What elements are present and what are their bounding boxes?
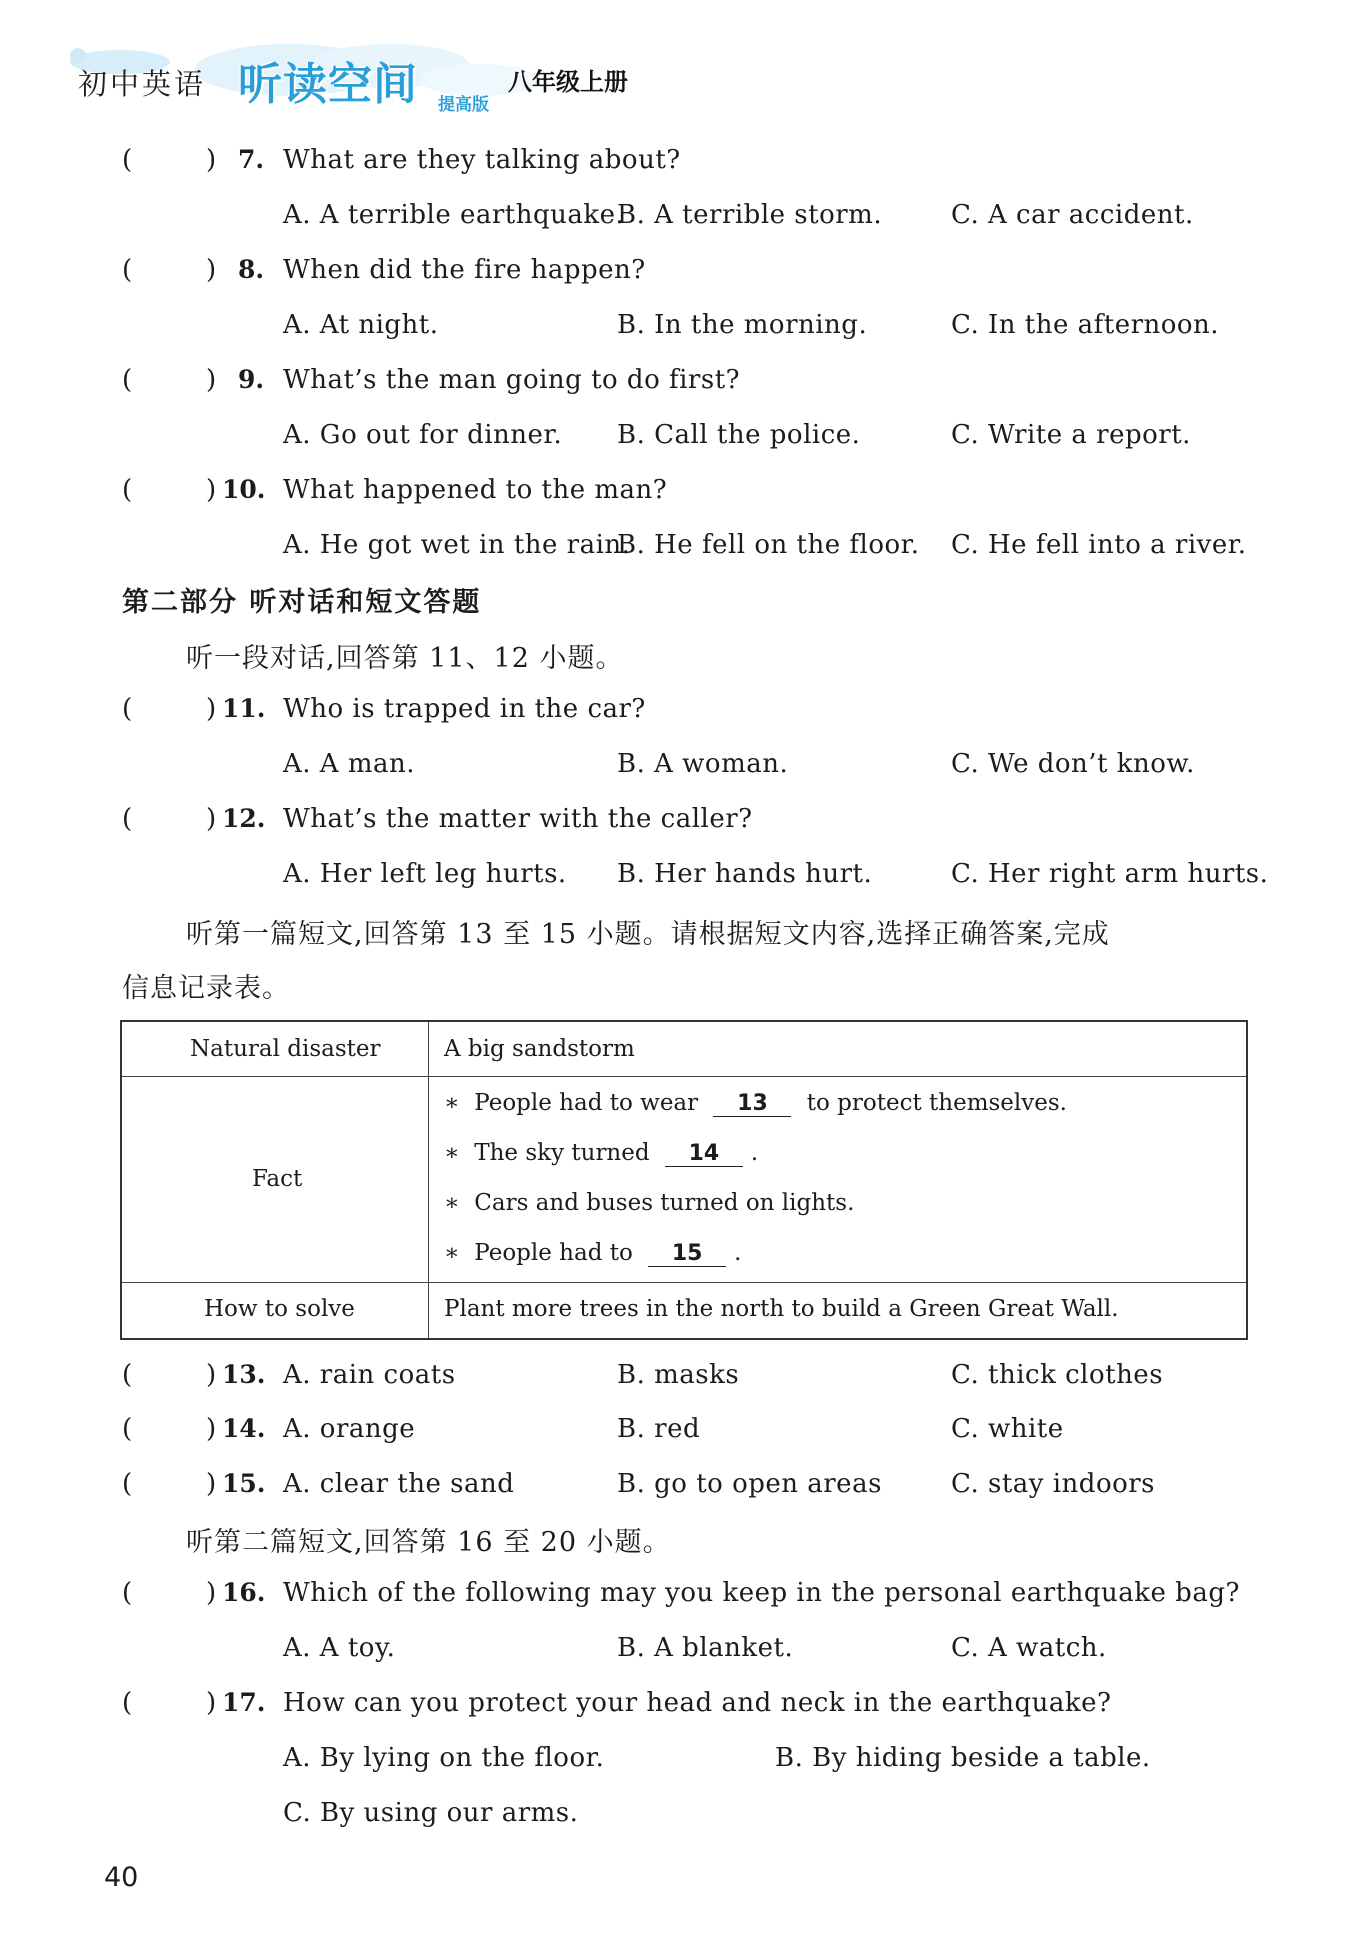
option-a: A. A man. — [283, 749, 416, 779]
answer-paren-open: ( — [122, 145, 133, 175]
option-b: B. A terrible storm. — [617, 200, 883, 230]
question-number: 12. — [222, 804, 266, 833]
option-c: C. thick clothes — [951, 1360, 1164, 1390]
table-label-natural-disaster: Natural disaster — [190, 1036, 381, 1062]
question-number: 9. — [238, 365, 265, 394]
bullet-asterisk: ∗ — [444, 1190, 460, 1216]
blank-14: 14 — [665, 1141, 743, 1167]
question-text: Who is trapped in the car? — [283, 694, 646, 724]
answer-paren-open: ( — [122, 694, 133, 724]
answer-paren-open: ( — [122, 475, 133, 505]
question-10 — [0, 475, 1350, 515]
option-c: C. In the afternoon. — [951, 310, 1220, 340]
blank-15: 15 — [648, 1241, 726, 1267]
fact-text: . — [734, 1240, 742, 1266]
fact-text: to protect themselves. — [806, 1090, 1067, 1116]
answer-paren-open: ( — [122, 1360, 133, 1390]
option-c: C. Her right arm hurts. — [951, 859, 1269, 889]
fact-text: People had to wear — [474, 1090, 699, 1116]
question-14 — [0, 1414, 1350, 1454]
table-value-how-to-solve: Plant more trees in the north to build a Green Great Wall. — [444, 1296, 1119, 1322]
option-a: A. He got wet in the rain. — [283, 530, 631, 560]
question-16 — [0, 1578, 1350, 1618]
question-number: 11. — [222, 694, 266, 723]
question-8 — [0, 255, 1350, 295]
answer-paren-close: ) — [206, 1414, 217, 1444]
fact-text: People had to — [474, 1240, 633, 1266]
option-a: A. By lying on the floor. — [283, 1743, 605, 1773]
page-number: 40 — [104, 1862, 139, 1893]
question-number: 14. — [222, 1414, 266, 1443]
question-17 — [0, 1688, 1350, 1728]
passage1-instruction-line1: 听第一篇短文,回答第 13 至 15 小题。请根据短文内容,选择正确答案,完成 — [186, 919, 1110, 950]
answer-paren-open: ( — [122, 804, 133, 834]
question-8-options — [0, 310, 1350, 350]
option-a: A. Her left leg hurts. — [283, 859, 567, 889]
option-a: A. rain coats — [283, 1360, 456, 1390]
option-c: C. A watch. — [951, 1633, 1107, 1663]
page-header — [60, 40, 760, 120]
bullet-asterisk: ∗ — [444, 1240, 460, 1266]
answer-paren-close: ) — [206, 1578, 217, 1608]
option-a: A. clear the sand — [283, 1469, 515, 1499]
answer-paren-close: ) — [206, 365, 217, 395]
question-number: 15. — [222, 1469, 266, 1498]
question-text: How can you protect your head and neck in the earthquake? — [283, 1688, 1112, 1718]
question-text: What’s the matter with the caller? — [283, 804, 753, 834]
question-number: 10. — [222, 475, 266, 504]
answer-paren-close: ) — [206, 1469, 217, 1499]
option-c: C. We don’t know. — [951, 749, 1195, 779]
bullet-asterisk: ∗ — [444, 1140, 460, 1166]
question-number: 13. — [222, 1360, 266, 1389]
question-12-options — [0, 859, 1350, 899]
header-series-title: 初中英语 — [78, 67, 207, 101]
question-9 — [0, 365, 1350, 405]
fact-text: . — [750, 1140, 759, 1166]
option-a: A. A terrible earthquake. — [283, 200, 625, 230]
blank-13: 13 — [713, 1091, 791, 1117]
question-11 — [0, 694, 1350, 734]
option-a: A. A toy. — [283, 1633, 396, 1663]
answer-paren-open: ( — [122, 1578, 133, 1608]
answer-paren-open: ( — [122, 1414, 133, 1444]
table-column-divider — [428, 1022, 429, 1338]
dialog-instruction: 听一段对话,回答第 11、12 小题。 — [186, 643, 624, 674]
answer-paren-close: ) — [206, 255, 217, 285]
table-row-divider — [122, 1282, 1246, 1283]
question-text: When did the fire happen? — [283, 255, 646, 285]
option-b: B. go to open areas — [617, 1469, 882, 1499]
question-13 — [0, 1360, 1350, 1400]
passage2-instruction: 听第二篇短文,回答第 16 至 20 小题。 — [186, 1527, 671, 1558]
fact-text: The sky turned — [474, 1140, 650, 1166]
option-a: A. At night. — [283, 310, 439, 340]
question-text: What’s the man going to do first? — [283, 365, 741, 395]
fact-item-4 — [444, 1240, 741, 1267]
bullet-asterisk: ∗ — [444, 1090, 460, 1116]
option-c: C. He fell into a river. — [951, 530, 1247, 560]
answer-paren-close: ) — [206, 694, 217, 724]
question-number: 16. — [222, 1578, 266, 1607]
answer-paren-open: ( — [122, 255, 133, 285]
answer-paren-close: ) — [206, 1688, 217, 1718]
option-b: B. He fell on the floor. — [617, 530, 920, 560]
option-b: B. Her hands hurt. — [617, 859, 873, 889]
question-11-options — [0, 749, 1350, 789]
header-brand-logo-text: 听读空间 — [238, 59, 418, 110]
option-b: B. In the morning. — [617, 310, 868, 340]
option-c: C. stay indoors — [951, 1469, 1156, 1499]
table-row-divider — [122, 1076, 1246, 1077]
answer-paren-close: ) — [206, 145, 217, 175]
fact-item-1 — [444, 1090, 1067, 1117]
header-grade: 八年级上册 — [508, 68, 628, 96]
question-12 — [0, 804, 1350, 844]
answer-paren-open: ( — [122, 365, 133, 395]
option-a: A. orange — [283, 1414, 416, 1444]
question-9-options — [0, 420, 1350, 460]
option-b: B. By hiding beside a table. — [775, 1743, 1151, 1773]
question-17-options-row1 — [0, 1743, 1350, 1783]
passage1-instruction-line2: 信息记录表。 — [122, 973, 290, 1004]
option-c: C. white — [951, 1414, 1064, 1444]
table-label-how-to-solve: How to solve — [204, 1296, 355, 1322]
option-b: B. A woman. — [617, 749, 789, 779]
question-number: 8. — [238, 255, 265, 284]
question-15 — [0, 1469, 1350, 1509]
fact-item-3 — [444, 1190, 854, 1216]
table-value-natural-disaster: A big sandstorm — [444, 1036, 635, 1062]
option-b: B. A blanket. — [617, 1633, 794, 1663]
question-number: 17. — [222, 1688, 266, 1717]
answer-paren-close: ) — [206, 1360, 217, 1390]
option-c: C. Write a report. — [951, 420, 1191, 450]
option-c: C. A car accident. — [951, 200, 1194, 230]
question-16-options — [0, 1633, 1350, 1673]
question-7 — [0, 145, 1350, 185]
answer-paren-open: ( — [122, 1469, 133, 1499]
question-10-options — [0, 530, 1350, 570]
section-title-part2: 第二部分 听对话和短文答题 — [122, 587, 482, 618]
answer-paren-close: ) — [206, 804, 217, 834]
question-text: What are they talking about? — [283, 145, 681, 175]
option-b: B. masks — [617, 1360, 740, 1390]
answer-paren-close: ) — [206, 475, 217, 505]
option-b: B. red — [617, 1414, 701, 1444]
option-a: A. Go out for dinner. — [283, 420, 563, 450]
fact-text: Cars and buses turned on lights. — [474, 1190, 855, 1216]
table-label-fact: Fact — [252, 1166, 303, 1192]
answer-paren-open: ( — [122, 1688, 133, 1718]
question-text: What happened to the man? — [283, 475, 668, 505]
option-b: B. Call the police. — [617, 420, 861, 450]
fact-item-2 — [444, 1140, 758, 1167]
question-7-options — [0, 200, 1350, 240]
option-c: C. By using our arms. — [283, 1798, 579, 1828]
info-record-table — [120, 1020, 1248, 1340]
question-text: Which of the following may you keep in the personal earthquake bag? — [283, 1578, 1240, 1608]
question-17-options-row2 — [0, 1798, 1350, 1838]
header-edition: 提高版 — [438, 95, 489, 115]
question-number: 7. — [238, 145, 265, 174]
